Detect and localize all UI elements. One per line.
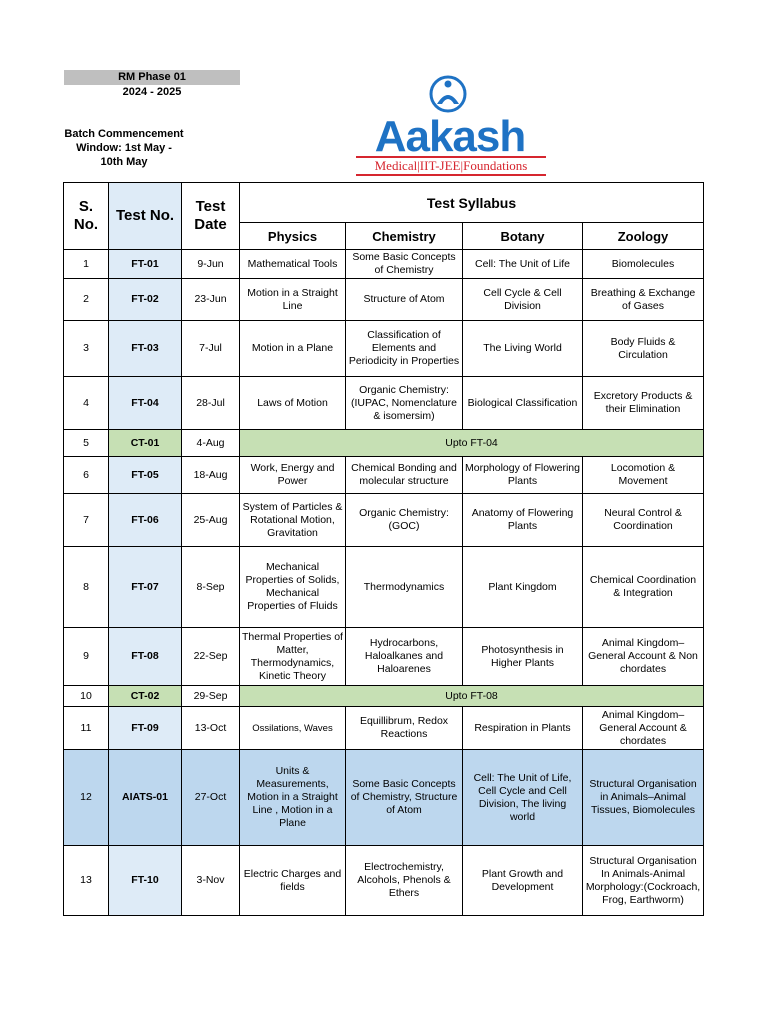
cell-physics: System of Particles & Rotational Motion, Gravitation	[240, 494, 346, 547]
header-sno: S. No.	[64, 183, 109, 250]
cell-test-date: 7-Jul	[182, 321, 240, 377]
table-row	[64, 494, 704, 547]
logo-tagline: Medical|IIT-JEE|Foundations	[356, 156, 546, 176]
cell-chemistry: Hydrocarbons, Haloalkanes and Haloarenes	[346, 628, 463, 686]
cell-test-date: 28-Jul	[182, 377, 240, 430]
cell-chemistry: Classification of Elements and Periodicity in Properties	[346, 321, 463, 377]
cell-test-no: FT-06	[109, 494, 182, 547]
header-zoology: Zoology	[583, 223, 704, 250]
table-row	[64, 430, 704, 457]
cell-botany: Plant Kingdom	[463, 547, 583, 628]
cell-sno: 4	[64, 377, 109, 430]
cell-physics: Motion in a Plane	[240, 321, 346, 377]
cell-zoology: Animal Kingdom–General Account & Non chordates	[583, 628, 704, 686]
cell-zoology: Biomolecules	[583, 250, 704, 279]
header-chemistry: Chemistry	[346, 223, 463, 250]
cell-physics: Motion in a Straight Line	[240, 279, 346, 321]
cell-botany: Anatomy of Flowering Plants	[463, 494, 583, 547]
cell-test-date: 25-Aug	[182, 494, 240, 547]
cell-test-date: 13-Oct	[182, 707, 240, 750]
cell-test-no: FT-04	[109, 377, 182, 430]
cell-test-date: 8-Sep	[182, 547, 240, 628]
table-row	[64, 846, 704, 916]
cell-test-date: 3-Nov	[182, 846, 240, 916]
cell-chemistry: Chemical Bonding and molecular structure	[346, 457, 463, 494]
cell-botany: Cell Cycle & Cell Division	[463, 279, 583, 321]
cell-botany: Cell: The Unit of Life, Cell Cycle and Cell Division, The living world	[463, 750, 583, 846]
cell-chemistry: Organic Chemistry: (GOC)	[346, 494, 463, 547]
header-test-date: Test Date	[182, 183, 240, 250]
cell-sno: 11	[64, 707, 109, 750]
cell-botany: Biological Classification	[463, 377, 583, 430]
syllabus-table	[63, 182, 704, 916]
logo-wordmark: Aakash	[374, 112, 526, 161]
cell-physics: Mechanical Properties of Solids, Mechanical Properties of Fluids	[240, 547, 346, 628]
cell-sno: 9	[64, 628, 109, 686]
cell-test-date: 22-Sep	[182, 628, 240, 686]
cell-sno: 5	[64, 430, 109, 457]
cell-test-no: FT-09	[109, 707, 182, 750]
table-row	[64, 250, 704, 279]
cell-chemistry: Electrochemistry, Alcohols, Phenols & Ethers	[346, 846, 463, 916]
cell-physics: Units & Measurements, Motion in a Straight Line , Motion in a Plane	[240, 750, 346, 846]
cell-chemistry: Structure of Atom	[346, 279, 463, 321]
cell-sno: 10	[64, 686, 109, 707]
header-test-syllabus: Test Syllabus	[240, 183, 704, 223]
cell-physics: Mathematical Tools	[240, 250, 346, 279]
table-row	[64, 457, 704, 494]
cell-physics: Electric Charges and fields	[240, 846, 346, 916]
cell-zoology: Chemical Coordination & Integration	[583, 547, 704, 628]
header-botany: Botany	[463, 223, 583, 250]
header-test-no: Test No.	[109, 183, 182, 250]
cell-test-no: FT-10	[109, 846, 182, 916]
header-physics: Physics	[240, 223, 346, 250]
cell-chemistry: Organic Chemistry: (IUPAC, Nomenclature & isomersim)	[346, 377, 463, 430]
table-row	[64, 377, 704, 430]
cell-test-no: FT-02	[109, 279, 182, 321]
cell-test-no: FT-01	[109, 250, 182, 279]
cell-sno: 12	[64, 750, 109, 846]
cell-physics: Laws of Motion	[240, 377, 346, 430]
table-row	[64, 321, 704, 377]
cell-zoology: Breathing & Exchange of Gases	[583, 279, 704, 321]
cell-zoology: Neural Control & Coordination	[583, 494, 704, 547]
cell-test-date: 23-Jun	[182, 279, 240, 321]
cell-sno: 1	[64, 250, 109, 279]
cell-test-no: AIATS-01	[109, 750, 182, 846]
cell-zoology: Structural Organisation In Animals-Animal Morphology:(Cockroach, Frog, Earthworm)	[583, 846, 704, 916]
cell-test-date: 29-Sep	[182, 686, 240, 707]
cell-zoology: Animal Kingdom–General Account & chordates	[583, 707, 704, 750]
cell-sno: 8	[64, 547, 109, 628]
cell-botany: Morphology of Flowering Plants	[463, 457, 583, 494]
cell-sno: 3	[64, 321, 109, 377]
cell-chemistry: Some Basic Concepts of Chemistry, Structure of Atom	[346, 750, 463, 846]
cell-botany: Cell: The Unit of Life	[463, 250, 583, 279]
cell-test-date: 18-Aug	[182, 457, 240, 494]
cell-test-date: 4-Aug	[182, 430, 240, 457]
cell-chemistry: Equillibrum, Redox Reactions	[346, 707, 463, 750]
cell-chemistry: Some Basic Concepts of Chemistry	[346, 250, 463, 279]
cell-sno: 7	[64, 494, 109, 547]
cell-syllabus-span: Upto FT-04	[240, 430, 704, 457]
cell-syllabus-span: Upto FT-08	[240, 686, 704, 707]
cell-test-no: FT-05	[109, 457, 182, 494]
aakash-emblem-icon	[428, 74, 468, 114]
table-row	[64, 686, 704, 707]
cell-sno: 13	[64, 846, 109, 916]
cell-test-date: 9-Jun	[182, 250, 240, 279]
phase-label: RM Phase 01	[64, 70, 240, 85]
cell-zoology: Locomotion & Movement	[583, 457, 704, 494]
cell-test-no: FT-03	[109, 321, 182, 377]
cell-test-no: FT-07	[109, 547, 182, 628]
table-row	[64, 279, 704, 321]
table-row	[64, 547, 704, 628]
cell-physics: Ossilations, Waves	[240, 707, 346, 750]
table-row	[64, 628, 704, 686]
batch-window: Batch Commencement Window: 1st May - 10th May	[64, 128, 184, 168]
cell-physics: Work, Energy and Power	[240, 457, 346, 494]
phase-box	[64, 70, 240, 100]
cell-botany: Plant Growth and Development	[463, 846, 583, 916]
cell-botany: Respiration in Plants	[463, 707, 583, 750]
cell-botany: The Living World	[463, 321, 583, 377]
cell-sno: 2	[64, 279, 109, 321]
cell-test-date: 27-Oct	[182, 750, 240, 846]
cell-botany: Photosynthesis in Higher Plants	[463, 628, 583, 686]
table-row	[64, 750, 704, 846]
year-label: 2024 - 2025	[122, 86, 182, 98]
cell-zoology: Structural Organisation in Animals–Animal Tissues, Biomolecules	[583, 750, 704, 846]
cell-physics: Thermal Properties of Matter, Thermodynamics, Kinetic Theory	[240, 628, 346, 686]
cell-test-no: FT-08	[109, 628, 182, 686]
cell-sno: 6	[64, 457, 109, 494]
cell-zoology: Body Fluids & Circulation	[583, 321, 704, 377]
table-row	[64, 707, 704, 750]
cell-chemistry: Thermodynamics	[346, 547, 463, 628]
cell-test-no: CT-02	[109, 686, 182, 707]
cell-test-no: CT-01	[109, 430, 182, 457]
aakash-logo	[352, 72, 552, 176]
cell-zoology: Excretory Products & their Elimination	[583, 377, 704, 430]
